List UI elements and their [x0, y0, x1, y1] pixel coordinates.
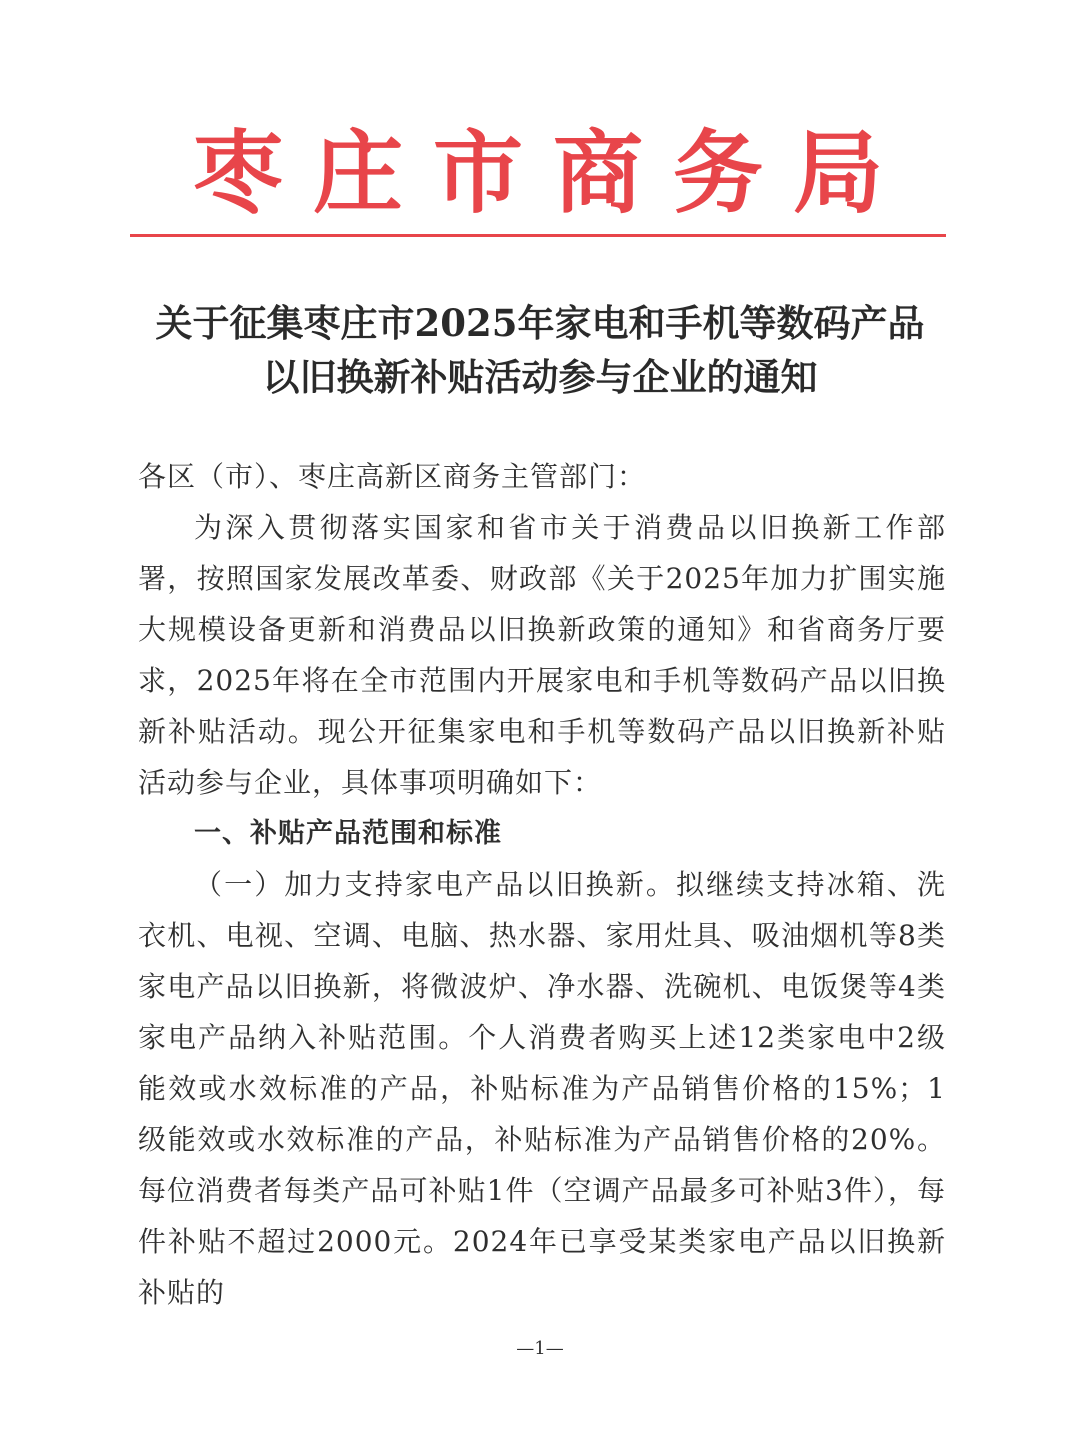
intro-paragraph: 为深入贯彻落实国家和省市关于消费品以旧换新工作部署，按照国家发展改革委、财政部《关于2025年加力扩围实施大规模设备更新和消费品以旧换新政策的通知》和省商务厅要求，2025年将在全市范围内开展家电和手机等数码产品以旧换新补贴活动。现公开征集家电和手机等数码产品以旧换新补贴活动参与企业，具体事项明确如下：: [138, 511, 946, 799]
page-number: —1—: [516, 1338, 564, 1359]
salutation: 各区（市）、枣庄高新区商务主管部门：: [138, 460, 647, 493]
letterhead-red-rule: [130, 234, 946, 237]
document-title: [120, 296, 960, 404]
section-1-item-1-paragraph: （一）加力支持家电产品以旧换新。拟继续支持冰箱、洗衣机、电视、空调、电脑、热水器、家用灶具、吸油烟机等8类家电产品以旧换新，将微波炉、净水器、洗碗机、电饭煲等4类家电产品纳入补贴范围。个人消费者购买上述12类家电中2级能效或水效标准的产品，补贴标准为产品销售价格的15%；1级能效或水效标准的产品，补贴标准为产品销售价格的20%。每位消费者每类产品可补贴1件（空调产品最多可补贴3件），每件补贴不超过2000元。2024年已享受某类家电产品以旧换新补贴的: [138, 868, 946, 1309]
letterhead-org-name: 枣庄市商务局: [193, 120, 913, 226]
title-line-1: 关于征集枣庄市2025年家电和手机等数码产品: [155, 301, 925, 345]
section-heading-1: 一、补贴产品范围和标准: [194, 818, 502, 849]
document-body: [138, 451, 946, 1318]
title-line-2: 以旧换新补贴活动参与企业的通知: [262, 355, 818, 399]
